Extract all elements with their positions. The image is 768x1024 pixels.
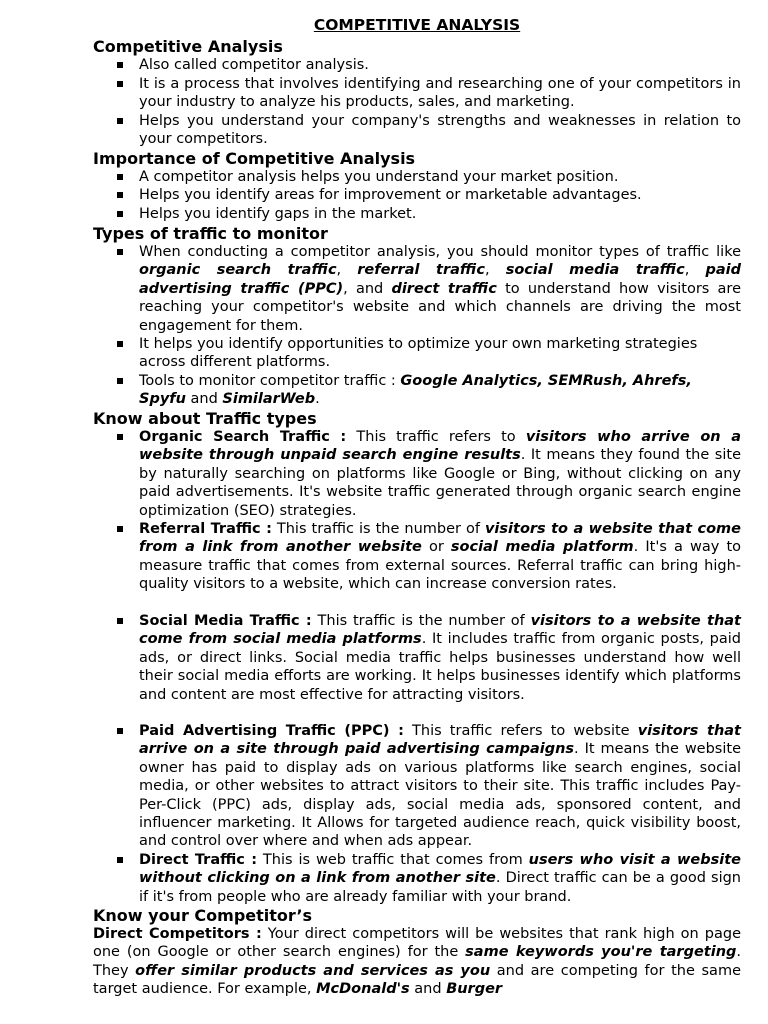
- bullet-text: Paid Advertising Traffic (PPC) : This traffic refers to website visitors that arrive on a site through paid advertising campaigns. It means the website owner has paid to display ads on various platforms like search engines, social media, or other websites to attract visitors to their site. This traffic includes Pay-Per-Click (PPC) ads, display ads, social media ads, sponsored content, and influencer marketing. It Allows for targeted audience reach, quick visibility boost, and control over where and when ads appear.: [139, 723, 741, 850]
- bullet-icon: [117, 728, 123, 734]
- bullet-item: [117, 75, 741, 112]
- bullet-icon: [117, 192, 123, 198]
- bullet-icon: [117, 378, 123, 384]
- bullet-item: [117, 56, 741, 74]
- bullet-text: It is a process that involves identifying and researching one of your competitors in your industry to analyze his products, sales, and marketing.: [139, 76, 741, 111]
- paragraph-direct-competitors: Direct Competitors : Your direct competitors will be websites that rank high on page one (on Google or other search engines) for the same keywords you're targeting. They offer similar products and services as you and are competing for the same target audience. For example, McDonald's and Burger: [93, 926, 742, 998]
- bullet-item: [117, 112, 741, 149]
- bullet-item-social: [117, 612, 741, 704]
- bullet-text: Helps you identify areas for improvement or marketable advantages.: [139, 187, 642, 203]
- bullet-text: Social Media Traffic : This traffic is the number of visitors to a website that come from social media platforms. It includes traffic from organic posts, paid ads, or direct links. Social media traffic helps businesses understand how well their social media efforts are working. It helps businesses identify which platforms and content are most effective for attracting visitors.: [139, 613, 741, 703]
- bullet-item: [117, 205, 741, 223]
- bullet-icon: [117, 618, 123, 624]
- bullet-item-organic: [117, 428, 741, 520]
- bullet-item-direct: [117, 851, 741, 906]
- bullet-icon: [117, 211, 123, 217]
- bullet-icon: [117, 341, 123, 347]
- page-title: COMPETITIVE ANALYSIS: [313, 16, 521, 34]
- bullet-text: Referral Traffic : This traffic is the number of visitors to a website that come from a link from another website or social media platform. It's a way to measure traffic that comes from external sources. Referral traffic can bring high-quality visitors to a website, which can increase conversion rates.: [139, 521, 741, 593]
- bullet-text: Helps you identify gaps in the market.: [139, 206, 417, 222]
- bullet-icon: [117, 174, 123, 180]
- heading-know-traffic-types: Know about Traffic types: [93, 409, 317, 428]
- bullet-item: [117, 372, 741, 409]
- bullet-icon: [117, 857, 123, 863]
- bullet-item: [117, 243, 741, 335]
- bullet-icon: [117, 249, 123, 255]
- heading-know-competitors: Know your Competitor’s: [93, 906, 313, 925]
- bullet-icon: [117, 434, 123, 440]
- bullet-text: A competitor analysis helps you understand your market position.: [139, 169, 619, 185]
- bullet-text: Direct Traffic : This is web traffic that comes from users who visit a website without clicking on a link from another site. Direct traffic can be a good sign if it's from people who are already familiar with your brand.: [139, 852, 741, 905]
- bullet-item: [117, 335, 741, 372]
- bullet-text: When conducting a competitor analysis, you should monitor types of traffic like organic search traffic, referral traffic, social media traffic, paid advertising traffic (PPC), and direct traffic to understand how visitors are reaching your competitor's website and which channels are driving the most engagement for them.: [139, 244, 742, 334]
- bullet-icon: [117, 62, 123, 68]
- bullet-item: [117, 168, 741, 186]
- bullet-item-referral: [117, 520, 741, 594]
- bullet-icon: [117, 118, 123, 124]
- bullet-text: It helps you identify opportunities to optimize your own marketing strategies across different platforms.: [139, 336, 698, 371]
- heading-types-of-traffic: Types of traffic to monitor: [93, 224, 328, 243]
- bullet-text: Also called competitor analysis.: [139, 57, 369, 73]
- bullet-item: [117, 186, 741, 204]
- heading-importance: Importance of Competitive Analysis: [93, 149, 416, 168]
- bullet-item-paid: [117, 722, 741, 851]
- bullet-text: Helps you understand your company's strengths and weaknesses in relation to your competitors.: [139, 113, 741, 148]
- bullet-icon: [117, 81, 123, 87]
- heading-competitive-analysis: Competitive Analysis: [93, 37, 283, 56]
- bullet-text: Tools to monitor competitor traffic : Google Analytics, SEMRush, Ahrefs, Spyfu and SimilarWeb.: [139, 373, 692, 408]
- bullet-text: Organic Search Traffic : This traffic refers to visitors who arrive on a website through unpaid search engine results. It means they found the site by naturally searching on platforms like Google or Bing, without clicking on any paid advertisements. It's website traffic generated through organic search engine optimization (SEO) strategies.: [139, 429, 742, 519]
- bullet-icon: [117, 526, 123, 532]
